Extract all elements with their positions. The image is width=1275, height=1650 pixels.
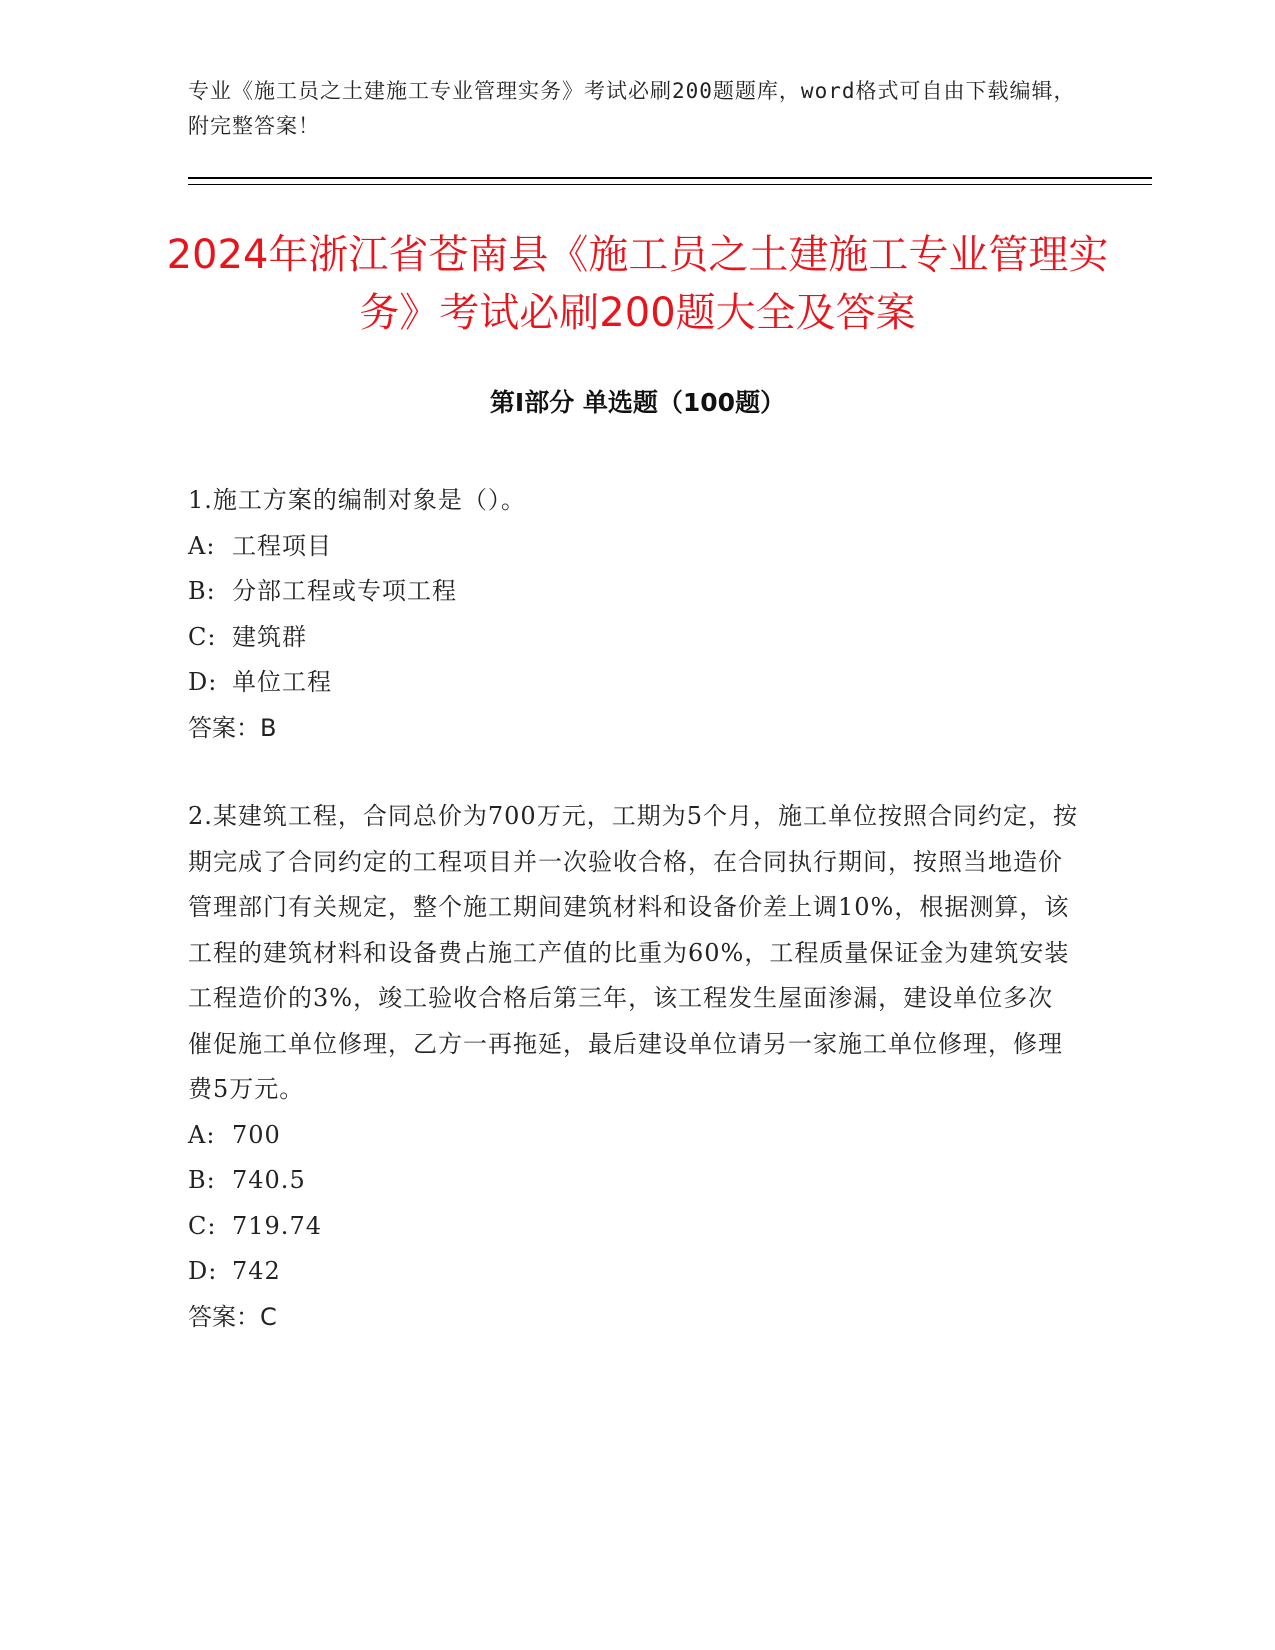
option-text: 742 bbox=[232, 1257, 281, 1285]
question-2 bbox=[188, 794, 1078, 1340]
document-title: 2024年浙江省苍南县《施工员之土建施工专业管理实务》考试必刷200题大全及答案 bbox=[166, 232, 1109, 336]
header-note: 专业《施工员之土建施工专业管理实务》考试必刷200题题库，word格式可自由下载编辑，附完整答案！ bbox=[188, 79, 1076, 138]
option-text: 建筑群 bbox=[232, 622, 307, 651]
header-rule-thin bbox=[188, 184, 1152, 185]
answer-line: 答案：C bbox=[188, 1302, 277, 1331]
option-text: 700 bbox=[232, 1120, 281, 1149]
option-d bbox=[188, 1249, 1078, 1295]
option-key: B: bbox=[188, 577, 216, 605]
option-key: D: bbox=[188, 668, 218, 696]
option-text: 分部工程或专项工程 bbox=[232, 577, 457, 605]
option-b bbox=[188, 569, 1078, 615]
option-text: 740.5 bbox=[232, 1166, 306, 1194]
option-key: C: bbox=[188, 622, 217, 651]
option-c bbox=[188, 615, 1078, 661]
option-a bbox=[188, 524, 1078, 570]
option-key: A: bbox=[188, 1120, 216, 1149]
option-text: 719.74 bbox=[232, 1211, 322, 1240]
option-a bbox=[188, 1113, 1078, 1159]
question-stem: 2.某建筑工程，合同总价为700万元，工期为5个月，施工单位按照合同约定，按期完成了合同约定的工程项目并一次验收合格，在合同执行期间，按照当地造价管理部门有关规定，整个施工期间建筑材料和设备价差上调10%，根据测算，该工程的建筑材料和设备费占施工产值的比重为60%，工程质量保证金为建筑安装工程造价的3%，竣工验收合格后第三年，该工程发生屋面渗漏，建设单位多次催促施工单位修理，乙方一再拖延，最后建设单位请另一家施工单位修理，修理费5万元。 bbox=[188, 802, 1078, 1103]
question-1 bbox=[188, 478, 1078, 751]
option-d bbox=[188, 660, 1078, 706]
option-key: A: bbox=[188, 531, 216, 560]
answer-line: 答案：B bbox=[188, 713, 277, 742]
option-key: C: bbox=[188, 1211, 217, 1240]
question-stem: 1.施工方案的编制对象是（）。 bbox=[188, 486, 526, 514]
section-title: 第Ⅰ部分 单选题（100题） bbox=[489, 388, 786, 417]
option-key: D: bbox=[188, 1257, 218, 1285]
option-text: 单位工程 bbox=[232, 668, 332, 696]
option-key: B: bbox=[188, 1166, 216, 1194]
header-rule-thick bbox=[188, 177, 1152, 179]
option-c bbox=[188, 1204, 1078, 1250]
option-text: 工程项目 bbox=[232, 531, 332, 560]
option-b bbox=[188, 1158, 1078, 1204]
